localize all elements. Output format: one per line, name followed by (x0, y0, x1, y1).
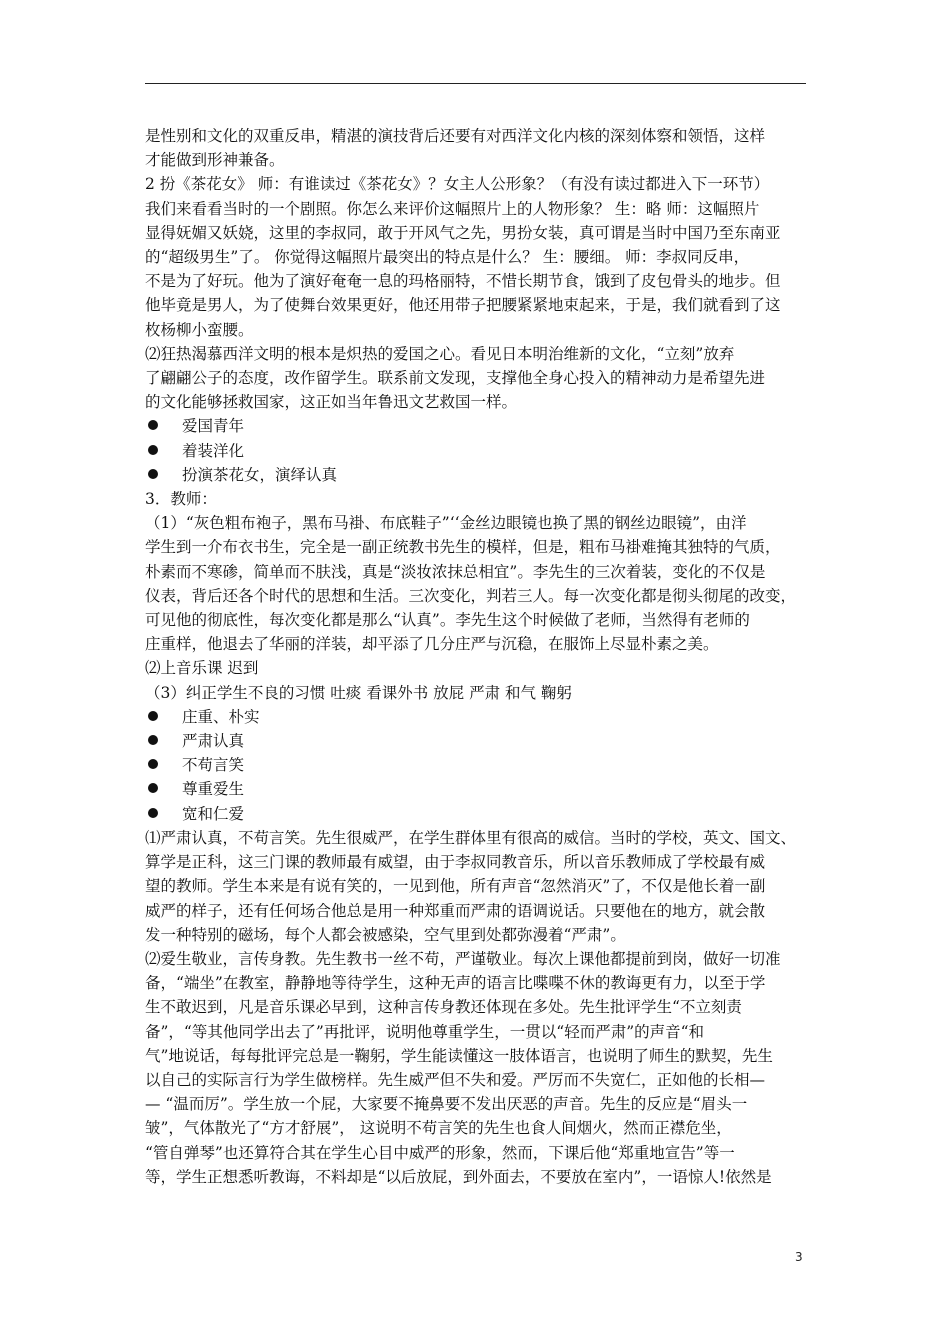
list-item-label: 不苟言笑 (182, 756, 245, 775)
text-line: 不是为了好玩。他为了演好奄奄一息的玛格丽特，不惜长期节食，饿到了皮包骨头的地步。但 (145, 272, 781, 291)
list-item (145, 463, 813, 487)
bullet-icon (148, 420, 158, 430)
list-item-label: 严肃认真 (182, 732, 245, 751)
text-line: 的“超级男生”了。 你觉得这幅照片最突出的特点是什么？ 生：腰细。 师：李叔同反串， (145, 248, 750, 267)
text-line: 可见他的彻底性，每次变化都是那么“认真”。李先生这个时候做了老师，当然得有老师的 (145, 611, 750, 630)
list-item (145, 439, 813, 463)
list-item-label: 尊重爱生 (182, 780, 245, 799)
bullet-icon (148, 469, 158, 479)
text-line: 我们来看看当时的一个剧照。你怎么来评价这幅照片上的人物形象？ 生：略 师：这幅照片 (145, 199, 760, 218)
list-item (145, 414, 813, 438)
text-line: 望的教师。学生本来是有说有笑的，一见到他，所有声音“忽然消灭”了，不仅是他长着一副 (145, 877, 766, 896)
list-item-label: 扮演茶花女，演绎认真 (182, 465, 338, 484)
list-item (145, 777, 813, 801)
bullet-icon (148, 783, 158, 793)
list-item (145, 753, 813, 777)
list-item (145, 705, 813, 729)
section-heading: 3．教师： (145, 490, 217, 509)
section-2 (145, 487, 813, 705)
text-line: 气”地说话，每每批评完总是一鞠躬，学生能读懂这一肢体语言，也说明了师生的默契，先生 (145, 1046, 773, 1065)
header-rule (145, 83, 806, 84)
text-line: 备，“端坐”在教室，静静地等待学生，这种无声的语言比喋喋不休的教诲更有力，以至于学 (145, 974, 766, 993)
text-line: ⑴严肃认真，不苟言笑。先生很威严，在学生群体里有很高的威信。当时的学校，英文、国文、 (145, 828, 797, 847)
text-line: 算学是正科，这三门课的教师最有威望，由于李叔同教音乐，所以音乐教师成了学校最有威 (145, 853, 766, 872)
section-3 (145, 826, 813, 1189)
section-1 (145, 124, 813, 414)
text-line: 枚杨柳小蛮腰。 (145, 320, 254, 339)
text-line: 皱”，气体散光了“方才舒展”， 这说明不苟言笑的先生也食人间烟火，然而正襟危坐， (145, 1119, 732, 1138)
document-body (145, 124, 813, 1189)
list-item-label: 着装洋化 (182, 441, 245, 460)
text-line: 显得妩媚又妖娆，这里的李叔同，敢于开风气之先，男扮女装，真可谓是当时中国乃至东南亚 (145, 223, 781, 242)
text-line: 威严的样子，还有任何场合他总是用一种郑重而严肃的语调说话。只要他在的地方，就会散 (145, 901, 766, 920)
bullet-icon (148, 759, 158, 769)
page-number: 3 (795, 1250, 803, 1264)
bullet-icon (148, 808, 158, 818)
text-line: “管自弹琴”也还算符合其在学生心目中威严的形象，然而，下课后他“郑重地宣告”等一 (145, 1143, 735, 1162)
text-line: 庄重样，他退去了华丽的洋装，却平添了几分庄严与沉稳，在服饰上尽显朴素之美。 (145, 635, 719, 654)
bullet-icon (148, 445, 158, 455)
list-item-label: 庄重、朴实 (182, 707, 260, 726)
text-line: ⑵狂热渴慕西洋文明的根本是炽热的爱国之心。看见日本明治维新的文化，“立刻”放弃 (145, 344, 735, 363)
text-line: （3）纠正学生不良的习惯 吐痰 看课外书 放屁 严肃 和气 鞠躬 (145, 683, 572, 702)
text-line: 学生到一介布衣书生，完全是一副正统教书先生的模样，但是，粗布马褂难掩其独特的气质， (145, 538, 781, 557)
text-line: 2 扮《茶花女》 师：有谁读过《茶花女》？女主人公形象？（有没有读过都进入下一环节） (145, 175, 770, 194)
text-line: — “温而厉”。学生放一个屁，大家要不掩鼻要不发出厌恶的声音。先生的反应是“眉头一 (145, 1095, 748, 1114)
list-item-label: 宽和仁爱 (182, 804, 245, 823)
bullet-list-1 (145, 414, 813, 487)
text-line: 是性别和文化的双重反串，精湛的演技背后还要有对西洋文化内核的深刻体察和领悟，这样 (145, 127, 766, 145)
bullet-list-2 (145, 705, 813, 826)
text-line: 仪表，背后还各个时代的思想和生活。三次变化，判若三人。每一次变化都是彻头彻尾的改变， (145, 586, 797, 605)
text-line: 备”，“等其他同学出去了”再批评，说明他尊重学生，一贯以“轻而严肃”的声音“和 (145, 1022, 705, 1041)
text-line: 他毕竟是男人，为了使舞台效果更好，他还用带子把腰紧紧地束起来，于是，我们就看到了这 (145, 296, 781, 315)
text-line: 的文化能够拯救国家，这正如当年鲁迅文艺救国一样。 (145, 393, 518, 412)
text-line: 以自己的实际言行为学生做榜样。先生威严但不失和爱。严厉而不失宽仁，正如他的长相— (145, 1070, 766, 1089)
text-line: （1）“灰色粗布袍子，黑布马褂、布底鞋子”‘‘金丝边眼镜也换了黑的钢丝边眼镜”，由洋 (145, 514, 747, 533)
text-line: 等，学生正想悉听教诲，不料却是“以后放屁，到外面去，不要放在室内”，一语惊人!依然是 (145, 1167, 772, 1186)
list-item (145, 729, 813, 753)
text-line: 朴素而不寒碜，简单而不肤浅，真是“淡妆浓抹总相宜”。李先生的三次着装，变化的不仅是 (145, 562, 766, 581)
list-item (145, 802, 813, 826)
text-line: 生不敢迟到，凡是音乐课必早到，这种言传身教还体现在多处。先生批评学生“不立刻责 (145, 998, 742, 1017)
list-item-label: 爱国青年 (182, 417, 245, 436)
text-line: 发一种特别的磁场，每个人都会被感染，空气里到处都弥漫着“严肃”。 (145, 925, 626, 944)
bullet-icon (148, 711, 158, 721)
text-line: ⑵爱生敬业，言传身教。先生教书一丝不苟，严谨敬业。每次上课他都提前到岗，做好一切准 (145, 949, 781, 968)
text-line: 才能做到形神兼备。 (145, 151, 285, 170)
text-line: 了翩翩公子的态度，改作留学生。联系前文发现，支撑他全身心投入的精神动力是希望先进 (145, 369, 766, 388)
text-line: ⑵上音乐课 迟到 (145, 659, 259, 678)
bullet-icon (148, 735, 158, 745)
